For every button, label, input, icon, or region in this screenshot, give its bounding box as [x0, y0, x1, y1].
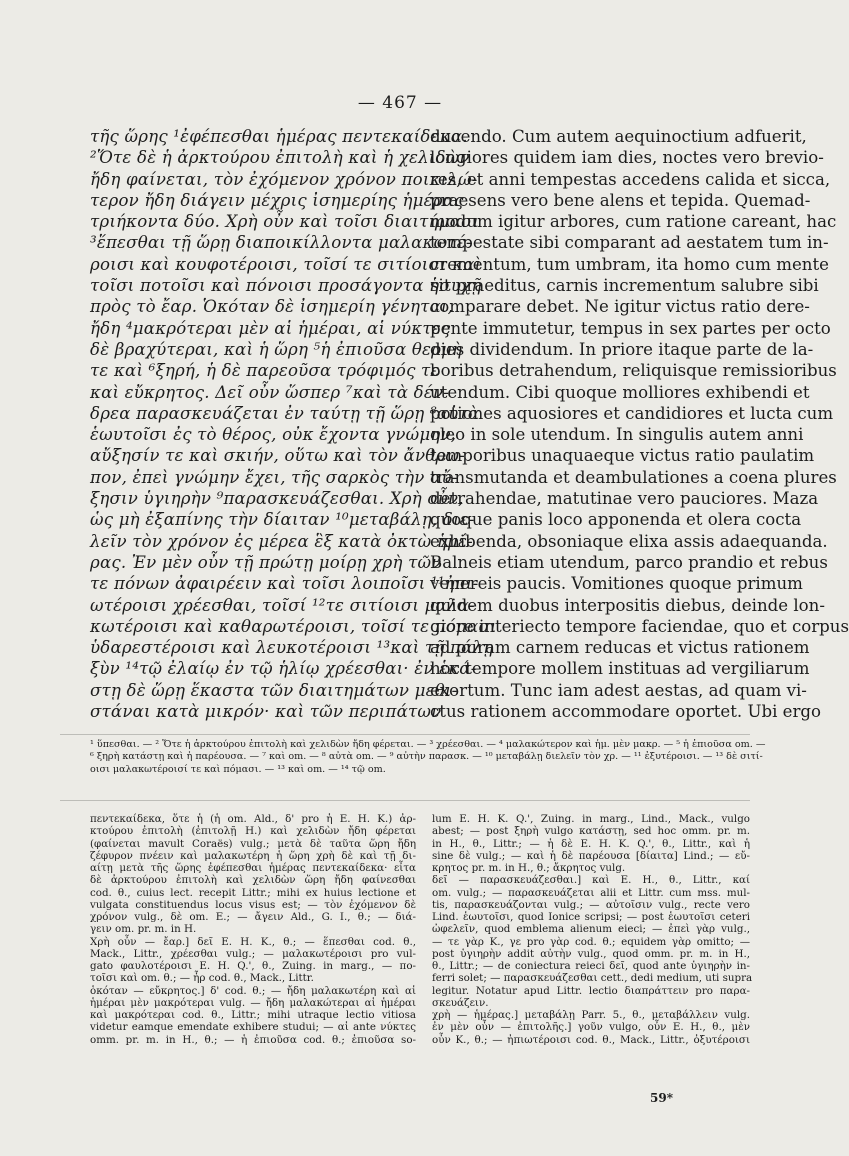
apparatus-line: legitur. Notatur apud Littr. lectio διαπράττειν pro παρα-	[432, 984, 750, 997]
greek-line: πον, ἐπεὶ γνώμην ἔχει, τῆς σαρκὸς τὴν αὔ-	[90, 467, 458, 487]
latin-line: dies dividendum. In priore itaque parte de la-	[430, 339, 814, 359]
greek-line: ρας. Ἐν μὲν οὖν τῇ πρώτῃ μοίρῃ χρὴ τῶν	[90, 552, 442, 572]
greek-line: ἑωυτοῖσι ἐς τὸ θέρος, οὐκ ἔχοντα γνώμην,	[90, 425, 457, 445]
apparatus-line: post ὑγιηρὴν addit αὐτὴν vulg., quod omm. pr. m. in H.,	[432, 947, 750, 960]
latin-line: ctus rationem accommodare oportet. Ubi ergo	[430, 702, 822, 722]
latin-line: boribus detrahendum, reliquisque remissioribus	[430, 361, 837, 381]
apparatus-line: sine δὲ vulg.; — καὶ ἡ δὲ παρέουσα [δίαιτα] Lind.; — εὔ-	[432, 849, 750, 862]
latin-line: exortum. Tunc iam adest aestas, ad quam vi-	[430, 680, 807, 700]
latin-line: temporibus unaquaeque victus ratio paulatim	[430, 446, 815, 466]
apparatus-line: γειν om. pr. m. in H.	[90, 923, 197, 936]
latin-line: crementum, tum umbram, ita homo cum mente	[430, 254, 829, 274]
apparatus-line: abest; — post ξηρὴ vulgo κατάστῃ, sed hoc omm. pr. m.	[432, 825, 750, 838]
greek-text-column	[90, 126, 497, 722]
greek-line: ξησιν ὑγιηρὴν ⁹παρασκευάζεσθαι. Χρὴ οὖν,	[90, 489, 464, 509]
greek-line: στῃ δὲ ὥρῃ ἕκαστα τῶν διαιτημάτων μεθι-	[90, 680, 458, 700]
apparatus-line: τοῖσι καὶ om. θ.; — ἦρ cod. θ., Mack., Littr.	[90, 972, 314, 985]
apparatus-line: Lind. ἑωυτοῖσι, quod Ionice scripsi; — post ἑωυτοῖσι ceteri	[432, 911, 750, 923]
latin-line: giore interiecto tempore faciendae, quo et corpus	[430, 616, 849, 636]
apparatus-line: cod. θ., cuius lect. recepit Littr.; mihi ex huius lectione et	[90, 886, 416, 899]
apparatus-line: in H., θ., Littr.; — ἡ δὲ E. H. K. Q.', θ., Littr., καὶ ἡ	[432, 837, 750, 850]
apparatus-line: (φαίνεται mavult Coraës) vulg.; μετὰ δὲ ταῦτα ὥρη ἤδη	[90, 837, 416, 850]
apparatus-line: αίτῃ μετὰ τῆς ὥρης ἐφέπεσθαι ἡμέρας πεντεκαίδεκα· εἶτα	[90, 862, 416, 874]
greek-line: τερον ἤδη διάγειν μέχρις ἰσημερίης ἡμέρας	[90, 190, 464, 210]
latin-line: res, et anni tempestas accedens calida et sicca,	[430, 169, 831, 189]
footnote-line: οισι μαλακωτέροισί τε καὶ πόμασι. — ¹³ καὶ om. — ¹⁴ τῷ om.	[90, 763, 386, 775]
latin-line: praesens vero bene alens et tepida. Quemad-	[430, 190, 811, 210]
apparatus-line: ὠφελεῖν, quod emblema alienum eieci; — ἐπεὶ γὰρ vulg.,	[432, 923, 750, 936]
greek-line: ὡς μὴ ἐξαπίνης τὴν δίαιταν ¹⁰μεταβάλῃ, διε-	[90, 510, 475, 530]
latin-line: sit praeditus, carnis incrementum salubre sibi	[430, 276, 819, 296]
latin-line: modum igitur arbores, cum ratione careant, hac	[430, 212, 837, 232]
greek-line: κωτέροισι καὶ καθαρωτέροισι, τοῖσί τε πόμασι	[90, 616, 497, 636]
latin-line: longiores quidem iam dies, noctes vero brevio-	[430, 148, 824, 168]
apparatus-right-column	[432, 813, 753, 1046]
apparatus-line: χρὴ — ἡμέρας.] μεταβάλῃ Parr. 5., θ., μεταβάλλειν vulg.	[432, 1009, 750, 1021]
greek-line: καὶ εὔκρητος. Δεῖ οὖν ὥσπερ ⁷καὶ τὰ δέν-	[90, 382, 450, 402]
latin-line: ducendo. Cum autem aequinoctium adfuerit,	[430, 127, 807, 146]
latin-line: utendum. Cibi quoque molliores exhibendi et	[430, 382, 810, 402]
apparatus-line: lum E. H. K. Q.', Zuing. in marg., Lind., Mack., vulgo	[432, 813, 750, 825]
apparatus-line: καὶ μακρότεραι cod. θ., Littr.; mihi utraque lectio vitiosa	[90, 1009, 416, 1021]
apparatus-divider	[60, 800, 750, 801]
greek-line: λεῖν τὸν χρόνον ἐς μέρεα ἓξ κατὰ ὀκτὼ ἡμέ-	[90, 531, 473, 551]
apparatus-line: ἐν μὲν οὖν — ἐπιτολῆς.] γοῦν vulgo, οὖν E. H., θ., μὲν	[432, 1021, 750, 1034]
latin-line: Balneis etiam utendum, parco prandio et rebus	[430, 552, 828, 572]
apparatus-line: σκευάζειν.	[432, 996, 489, 1009]
apparatus-line: Χρὴ οὖν — ἔαρ.] δεῖ E. H. K., θ.; — ἕπεσθαι cod. θ.,	[90, 935, 416, 948]
greek-line: τε καὶ ⁶ξηρή, ἡ δὲ παρεοῦσα τρόφιμός τε	[90, 361, 440, 381]
apparatus-line: ζέφυρον πνέειν καὶ μαλακωτέρη ἡ ὥρη χρὴ δὲ καὶ τῇ δι-	[90, 849, 416, 862]
apparatus-line: vulgata constituendus locus visus est; — τὸν ἐχόμενον δὲ	[90, 898, 416, 911]
footnote-line: ⁶ ξηρὴ κατάστῃ καὶ ἡ παρέουσα. — ⁷ καὶ om. — ⁸ αὐτὰ om. — ⁹ αὐτὴν παρασκ. — ¹⁰ μεταβάλῃ διελεῖν τὸν χρ. — ¹¹ ἐξυτέροισι. — ¹³ δὲ σιτί-	[90, 751, 763, 763]
latin-line: detrahendae, matutinae vero pauciores. Maza	[430, 489, 819, 509]
apparatus-line: κρητος pr. m. in H., θ.; ἄκρητος vulg.	[432, 862, 626, 874]
latin-line: quidem duobus interpositis diebus, deinde lon-	[430, 595, 825, 615]
printer-signature: 59*	[650, 1091, 673, 1105]
apparatus-line: πεντεκαίδεκα, ὅτε ἡ (ἡ om. Ald., δ' pro ἡ E. H. K.) ἀρ-	[90, 813, 416, 825]
greek-line: αὔξησίν τε καὶ σκιήν, οὕτω καὶ τὸν ἄνθρω-	[90, 446, 465, 466]
latin-line: pente immutetur, tempus in sex partes per octo	[430, 318, 831, 338]
apparatus-line: ἡμέραι μὲν μακρότεραι vulg. — ἤδη μαλακώτεραι αἱ ἡμέραι	[90, 996, 416, 1009]
greek-line: ξὺν ¹⁴τῷ ἐλαίῳ ἐν τῷ ἡλίῳ χρέεσθαι· ἐν ἑκά-	[90, 659, 477, 679]
apparatus-line: omm. pr. m. in H., θ.; — ἡ ἐπιοῦσα cod. θ.; ἐπιοῦσα so-	[90, 1033, 416, 1046]
latin-line: venereis paucis. Vomitiones quoque primum	[430, 574, 803, 594]
apparatus-line: ὁκόταν — εὔκρητος.] δ' cod. θ.; — ἤδη μαλακωτέρη καὶ αἱ	[90, 984, 416, 997]
greek-line: πρὸς τὸ ἔαρ. Ὁκόταν δὲ ἰσημερίη γένηται,	[90, 297, 454, 317]
apparatus-line: δὲ ἀρκτούρου ἐπιτολὴ καὶ χελιδὼν ὥρη ἤδη φαίνεσθαι	[90, 874, 416, 887]
footnotes	[90, 739, 766, 776]
greek-line: ωτέροισι χρέεσθαι, τοῖσί ¹²τε σιτίοισι μαλα-	[90, 595, 475, 615]
apparatus-line: om. vulg.; — παρασκευάζεται alii et Littr. cum mss. mul-	[432, 886, 750, 899]
greek-line: τριήκοντα δύο. Χρὴ οὖν καὶ τοῖσι διαιτήμασι	[90, 212, 480, 232]
footnote-line: ¹ ὕπεσθαι. — ² Ὅτε ἡ ἀρκτούρου ἐπιτολὴ καὶ χελιδὼν ἤδη φέρεται. — ³ χρέεσθαι. — ⁴ μαλακώτερον καὶ ἡμ. μὲν μακρ. — ⁵ ἡ ἐπιοῦσα om. —	[90, 739, 766, 750]
latin-line: tempestate sibi comparant ad aestatem tum in-	[430, 233, 829, 253]
greek-line: τῆς ὥρης ¹ἐφέπεσθαι ἡμέρας πεντεκαίδεκα.	[90, 127, 468, 146]
latin-line: exhibenda, obsoniaque elixa assis adaequanda.	[430, 531, 828, 551]
apparatus-line: χρόνον vulg., δὲ om. E.; — ἄγειν Ald., G. I., θ.; — διά-	[90, 911, 416, 923]
apparatus-line: ferri solet; — παρασκευάζεσθαι cett., dedi medium, uti supra	[432, 972, 753, 985]
greek-line: ²Ὅτε δὲ ἡ ἀρκτούρου ἐπιτολὴ καὶ ἡ χελιδὼν	[90, 148, 470, 168]
greek-line: ροισι καὶ κουφοτέροισι, τοῖσί τε σιτίοισι καὶ	[90, 254, 482, 274]
greek-line: ἤδη ⁴μακρότεραι μὲν αἱ ἡμέραι, αἱ νύκτες	[90, 318, 451, 338]
latin-text-column	[430, 126, 849, 722]
apparatus-line: οὖν K., θ.; — ἠπιωτέροισι cod. θ., Mack., Littr., ὀξυτέροισι	[432, 1033, 750, 1046]
apparatus-line: videtur eamque emendate exhibere studui; — αἱ ante νύκτες	[90, 1021, 416, 1034]
greek-line: δὲ βραχύτεραι, καὶ ἡ ὥρη ⁵ἡ ἐπιοῦσα θερμὴ	[90, 339, 463, 359]
apparatus-line: — τε γὰρ K., γε pro γὰρ cod. θ.; equidem γὰρ omitto; —	[432, 935, 750, 948]
greek-line: ὑδαρεστέροισι καὶ λευκοτέροισι ¹³καὶ τῇ πάλῃ	[90, 638, 494, 658]
footnote-divider	[60, 734, 750, 735]
greek-line: τοῖσι ποτοῖσι καὶ πόνοισι προσάγοντα ἡσυχῇ	[90, 276, 482, 296]
latin-line: ad puram carnem reducas et victus rationem	[430, 638, 810, 658]
latin-line: quoque panis loco apponenda et olera cocta	[430, 510, 802, 530]
apparatus-line: Mack., Littr., χρέεσθαι vulg.; — μαλακωτέροισι pro vul-	[90, 947, 416, 960]
apparatus-line: gato φαυλοτέροισι E. H. Q.', θ., Zuing. in marg., — πο-	[90, 960, 416, 972]
greek-line: τε πόνων ἀφαιρέειν καὶ τοῖσι λοιποῖσι ¹¹ἠπι-	[90, 574, 479, 594]
apparatus-line: κτούρου ἐπιτολὴ (ἐπιτολῇ H.) καὶ χελιδὼν ἤδη φέρεται	[90, 825, 416, 838]
greek-line: στάναι κατὰ μικρόν· καὶ τῶν περιπάτων	[90, 702, 442, 722]
apparatus-left-column	[90, 813, 416, 1046]
latin-line: hoc tempore mollem instituas ad vergiliarum	[430, 659, 810, 679]
greek-line: ³ἕπεσθαι τῇ ὥρῃ διαποικίλλοντα μαλακωτέ-	[90, 233, 472, 253]
latin-line: oleo in sole utendum. In singulis autem anni	[430, 425, 804, 445]
latin-line: comparare debet. Ne igitur victus ratio dere-	[430, 297, 810, 317]
greek-line: δρεα παρασκευάζεται ἐν ταύτῃ τῇ ὥρῃ ⁸αὐτὰ	[90, 403, 480, 423]
apparatus-line: δεῖ — παρασκευάζεσθαι.] καὶ E. H., θ., Littr., καί	[432, 874, 750, 887]
apparatus-line: θ., Littr.; — de coniectura reieci δεῖ, quod ante ὑγιηρὴν in-	[432, 960, 750, 972]
latin-line: potiones aquosiores et candidiores et lucta cum	[430, 403, 834, 423]
greek-line: ἤδη φαίνεται, τὸν ἐχόμενον χρόνον ποικιλώ-	[90, 169, 478, 189]
apparatus-line: tis, παρασκευάζονται vulg.; — αὐτοῖσιν vulg., recte vero	[432, 898, 750, 911]
latin-line: transmutanda et deambulationes a coena plures	[430, 467, 837, 487]
page-number: — 467 —	[357, 93, 443, 113]
